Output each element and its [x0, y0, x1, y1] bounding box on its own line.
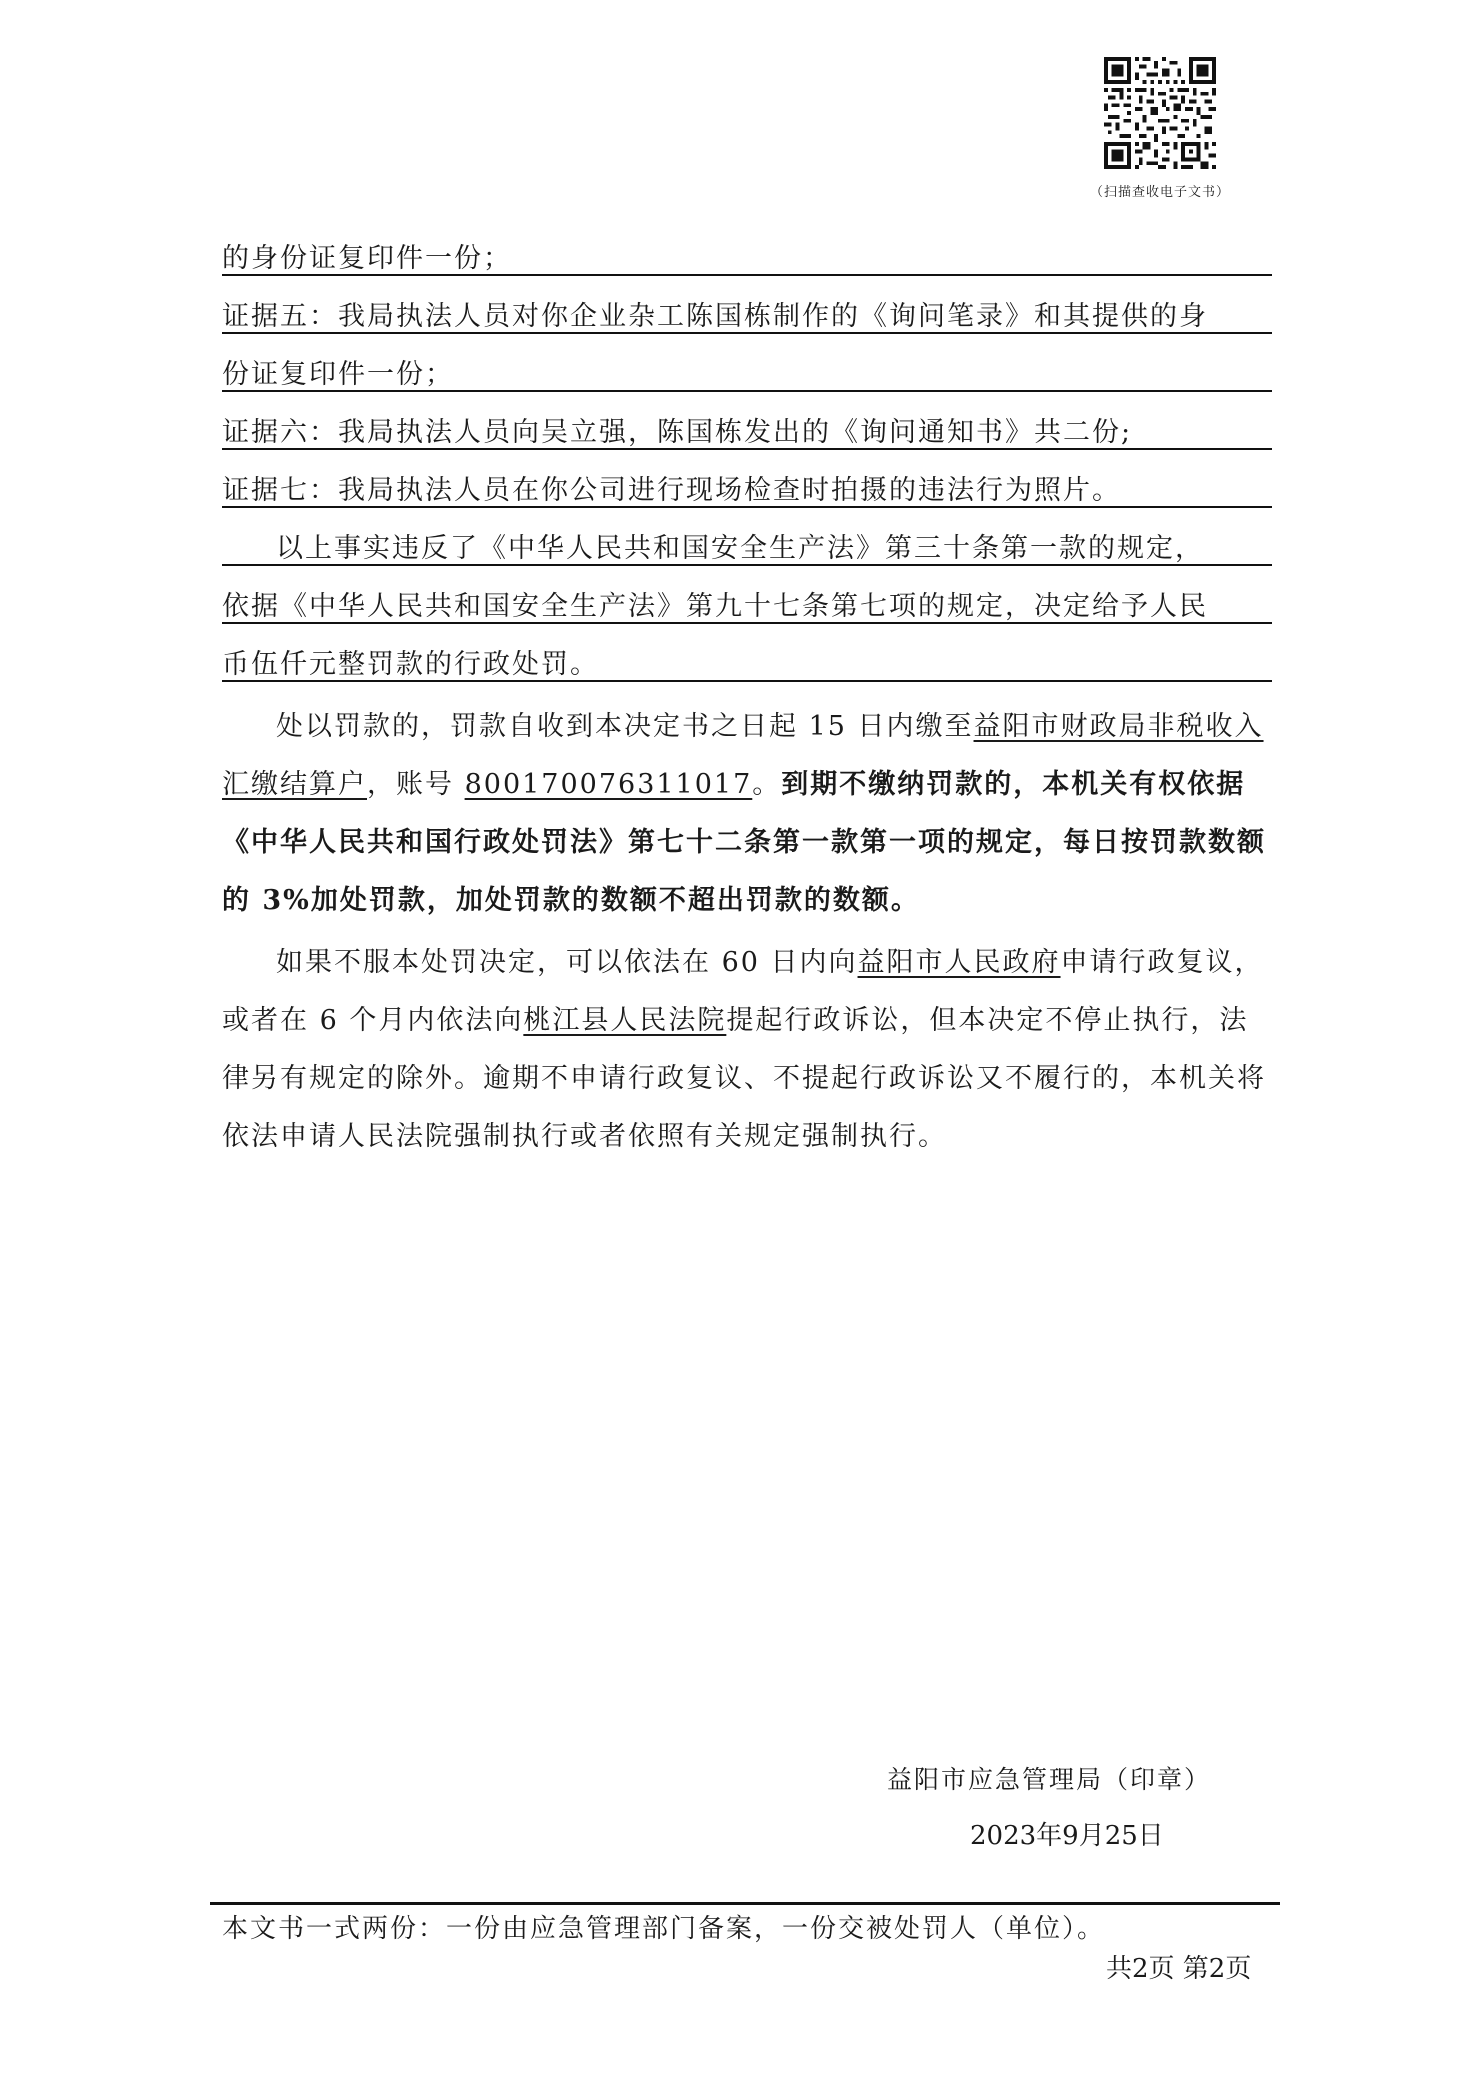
review-body: 益阳市人民政府	[857, 947, 1061, 978]
evidence-text: 的身份证复印件一份；	[222, 243, 512, 274]
evidence-text: 证据七：我局执法人员在你公司进行现场检查时拍摄的违法行为照片。	[222, 475, 1121, 506]
page-number: 共2页 第2页	[1106, 1954, 1252, 1984]
footer-note: 本文书一式两份：一份由应急管理部门备案，一份交被处罚人（单位）。	[222, 1914, 1106, 1944]
evidence-line	[222, 404, 1272, 462]
evidence-line	[222, 288, 1272, 346]
payment-text: 处以罚款的，罚款自收到本决定书之日起 15 日内缴至	[276, 711, 974, 742]
evidence-text: 证据五：我局执法人员对你企业杂工陈国栋制作的《询问笔录》和其提供的身	[222, 301, 1208, 332]
bank-account-number: 800170076311017	[464, 769, 753, 800]
qr-code-block	[1087, 57, 1233, 200]
decision-text: 币伍仟元整罚款的行政处罚。	[222, 649, 599, 680]
appeal-text: 申请行政复议，或者在 6 个月内依法向	[222, 947, 1264, 1036]
payee-account-name: 益阳市财政局非税收入汇缴结算户	[222, 711, 1264, 800]
decision-line	[222, 578, 1272, 636]
decision-text: 依据《中华人民共和国安全生产法》第九十七条第七项的规定，决定给予人民	[222, 591, 1208, 622]
payment-paragraph	[222, 698, 1272, 930]
decision-line	[222, 636, 1272, 694]
evidence-text: 证据六：我局执法人员向吴立强，陈国栋发出的《询问通知书》共二份;	[222, 417, 1133, 448]
decision-line	[222, 520, 1272, 578]
issuing-authority: 益阳市应急管理局（印章）	[887, 1765, 1212, 1794]
appeal-text: 提起行政诉讼，但本决定不停止执行，法律另有规定的除外。逾期不申请行政复议、不提起行政诉讼又不履行的，本机关将依法申请人民法院强制执行或者依照有关规定强制执行。	[222, 1005, 1266, 1152]
evidence-line	[222, 230, 1272, 288]
evidence-text: 份证复印件一份；	[222, 359, 454, 390]
footer-divider	[210, 1902, 1280, 1905]
qr-code-image	[1104, 57, 1216, 169]
decision-text: 以上事实违反了《中华人民共和国安全生产法》第三十条第一款的规定，	[276, 533, 1204, 564]
issue-date: 2023年9月25日	[970, 1821, 1164, 1851]
appeal-text: 如果不服本处罚决定，可以依法在 60 日内向	[276, 947, 858, 978]
appeal-paragraph	[222, 934, 1272, 1166]
late-payment-warning: 到期不缴纳罚款的，本机关有权依据《中华人民共和国行政处罚法》第七十二条第一款第一项的规定，每日按罚款数额的 3%加处罚款，加处罚款的数额不超出罚款的数额。	[222, 769, 1266, 916]
payment-text: 。	[752, 769, 782, 800]
evidence-line	[222, 462, 1272, 520]
payment-text: ，账号	[367, 769, 465, 800]
qr-caption: （扫描查收电子文书）	[1089, 185, 1230, 200]
document-body	[222, 230, 1272, 1166]
court-name: 桃江县人民法院	[523, 1005, 727, 1036]
evidence-line	[222, 346, 1272, 404]
